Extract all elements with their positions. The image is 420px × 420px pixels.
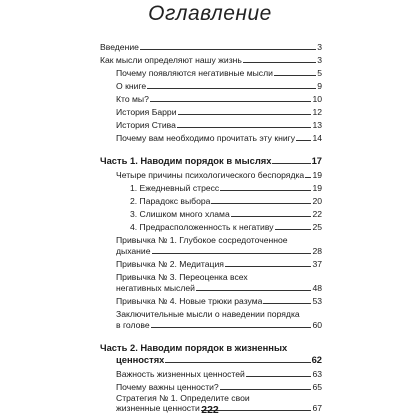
toc-entry-how-thoughts[interactable]	[100, 55, 322, 65]
leader-line	[220, 389, 312, 390]
toc-entry-values-importance[interactable]	[116, 369, 322, 379]
leader-line	[177, 127, 312, 128]
toc-entry-habit-1-line1[interactable]: Привычка № 1. Глубокое сосредоточенное	[116, 235, 288, 245]
toc-entry-final-thoughts[interactable]	[116, 320, 322, 330]
leader-line	[243, 62, 316, 63]
toc-entry-page: 53	[312, 296, 322, 306]
toc-entry-page: 28	[312, 246, 322, 256]
toc-entry-label: Кто мы?	[116, 94, 149, 104]
leader-line	[231, 216, 312, 217]
toc-entry-label: 3. Слишком много хлама	[130, 209, 230, 219]
leader-line	[151, 327, 312, 328]
toc-entry-who-we-are[interactable]	[116, 94, 322, 104]
toc-entry-habit-2[interactable]	[116, 259, 322, 269]
toc-entry-page: 10	[312, 94, 322, 104]
toc-entry-why-read[interactable]	[116, 133, 322, 143]
leader-line	[150, 101, 312, 102]
toc-entry-label: в голове	[116, 320, 150, 330]
toc-entry-page: 22	[312, 209, 322, 219]
toc-entry-why-values[interactable]	[116, 382, 322, 392]
toc-entry-page: 25	[312, 222, 322, 232]
toc-entry-label: Привычка № 2. Медитация	[116, 259, 224, 269]
leader-line	[246, 376, 312, 377]
toc-entry-label: Четыре причины психологического беспорядка	[116, 170, 305, 180]
toc-entry-label: негативных мыслей	[116, 283, 195, 293]
toc-entry-four-causes[interactable]	[116, 170, 322, 180]
toc-entry-page: 63	[312, 369, 322, 379]
toc-entry-label: История Стива	[116, 120, 176, 130]
toc-entry-part-1[interactable]	[100, 155, 322, 166]
toc-entry-label: Почему вам необходимо прочитать эту книгу	[116, 133, 296, 143]
toc-entry-label: Введение	[100, 42, 139, 52]
leader-line	[263, 303, 311, 304]
leader-line	[178, 114, 312, 115]
toc-entry-strategy-1-line1[interactable]: Стратегия № 1. Определите свои	[116, 393, 250, 403]
toc-entry-label: ценностях	[116, 354, 165, 365]
leader-line	[140, 49, 316, 50]
toc-entry-label: История Барри	[116, 107, 177, 117]
toc-entry-part-2[interactable]	[116, 354, 322, 365]
toc-entry-habit-3[interactable]	[116, 283, 322, 293]
leader-line	[274, 75, 316, 76]
toc-entry-daily-stress[interactable]	[130, 183, 322, 193]
leader-line	[305, 177, 311, 178]
toc-entry-page: 67	[312, 403, 322, 413]
toc-entry-page: 5	[317, 68, 322, 78]
toc-entry-label: Как мысли определяют нашу жизнь	[100, 55, 242, 65]
toc-entry-part-2-line1[interactable]: Часть 2. Наводим порядок в жизненных	[100, 342, 288, 353]
toc-entry-page: 3	[317, 55, 322, 65]
toc-entry-label: жизненные ценности	[116, 403, 200, 413]
toc-entry-steve-story[interactable]	[116, 120, 322, 130]
page-number: 222	[201, 404, 219, 416]
leader-line	[211, 203, 311, 204]
leader-line	[275, 229, 312, 230]
toc-entry-page: 60	[312, 320, 322, 330]
toc-entry-habit-4[interactable]	[116, 296, 322, 306]
toc-entry-page: 17	[311, 155, 322, 166]
toc-entry-page: 13	[312, 120, 322, 130]
toc-entry-label: Важность жизненных ценностей	[116, 369, 245, 379]
toc-entry-barry-story[interactable]	[116, 107, 322, 117]
toc-entry-page: 14	[312, 133, 322, 143]
leader-line	[296, 140, 311, 141]
leader-line	[272, 163, 310, 164]
toc-entry-label: Почему появляются негативные мысли	[116, 68, 273, 78]
toc-entry-negativity-bias[interactable]	[130, 222, 322, 232]
toc-entry-label: Часть 1. Наводим порядок в мыслях	[100, 155, 272, 166]
toc-entry-too-much-junk[interactable]	[130, 209, 322, 219]
toc-entry-page: 65	[312, 382, 322, 392]
toc-entry-page: 19	[312, 170, 322, 180]
toc-entry-habit-1[interactable]	[116, 246, 322, 256]
toc-entry-page: 19	[312, 183, 322, 193]
toc-entry-label: 1. Ежедневный стресс	[130, 183, 220, 193]
toc-entry-page: 62	[311, 354, 322, 365]
leader-line	[165, 362, 310, 363]
leader-line	[225, 266, 312, 267]
toc-entry-label: дыхание	[116, 246, 151, 256]
toc-entry-page: 37	[312, 259, 322, 269]
toc-entry-label: Привычка № 4. Новые трюки разума	[116, 296, 263, 306]
toc-entry-page: 48	[312, 283, 322, 293]
toc-entry-introduction[interactable]	[100, 42, 322, 52]
toc-entry-label: Почему важны ценности?	[116, 382, 219, 392]
toc-entry-label: 4. Предрасположенность к негативу	[130, 222, 274, 232]
leader-line	[147, 88, 316, 89]
leader-line	[196, 290, 311, 291]
toc-entry-label: 2. Парадокс выбора	[130, 196, 211, 206]
toc-entry-about-book[interactable]	[116, 81, 322, 91]
page-title: Оглавление	[148, 2, 272, 25]
toc-entry-page: 3	[317, 42, 322, 52]
toc-entry-why-negative[interactable]	[116, 68, 322, 78]
toc-entry-habit-3-line1[interactable]: Привычка № 3. Переоценка всех	[116, 272, 248, 282]
toc-entry-choice-paradox[interactable]	[130, 196, 322, 206]
toc-entry-page: 20	[312, 196, 322, 206]
leader-line	[220, 190, 311, 191]
toc-entry-final-thoughts-line1[interactable]: Заключительные мысли о наведении порядка	[116, 309, 300, 319]
toc-entry-page: 12	[312, 107, 322, 117]
leader-line	[152, 253, 312, 254]
toc-entry-page: 9	[317, 81, 322, 91]
toc-entry-label: О книге	[116, 81, 147, 91]
